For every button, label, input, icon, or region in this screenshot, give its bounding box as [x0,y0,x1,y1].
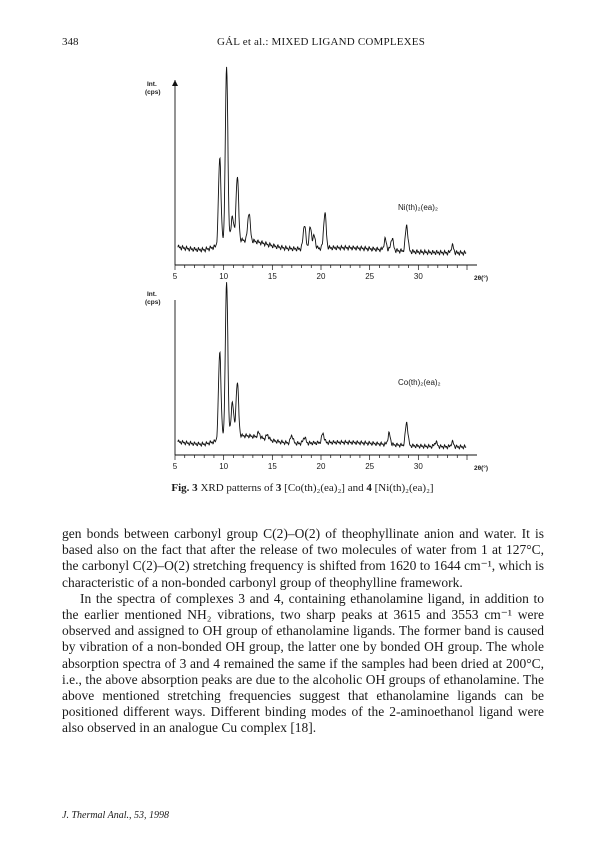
y-axis-label-unit: (cps) [145,89,161,96]
paragraph-2: In the spectra of complexes 3 and 4, containing ethanolamine ligand, in addition to the earlier mentioned NH₂ vibrations, two sharp peaks at 3615 and 3553 cm⁻¹ were observed and assigned to OH group of ethanolamine ligands. The former band is caused by vibration of a non-bonded OH group, the latter one by bonded OH group. The whole absorption spectra of 3 and 4 remained the same if the samples had been dried at 200°C, i.e., the above absorption peaks are due to the alcoholic OH groups of ethanolamine. The above mentioned stretching frequencies suggest that ethanolamine ligands can be positioned different ways. Different binding modes of the 2-aminoethanol ligand were also observed in an analogue Cu complex [18]. [62,590,544,736]
series-label: Ni(th)₂(ea)₂ [398,203,438,212]
x-axis-label: 2θ(°) [473,275,489,282]
x-tick-label: 20 [316,272,326,281]
y-axis-label-unit: (cps) [145,299,161,306]
caption-text: [Co(th)₂(ea)₂] and [281,482,367,494]
x-tick-label: 5 [172,272,178,281]
x-tick-label: 15 [267,272,277,281]
xrd-pattern-line-2 [178,282,466,449]
y-axis-label: Int. [147,81,157,88]
footer-citation: J. Thermal Anal., 53, 1998 [62,810,170,821]
running-title: GÁL et al.: MIXED LIGAND COMPLEXES [217,36,426,48]
x-tick-label: 25 [365,462,375,471]
caption-text: XRD patterns of [197,482,276,494]
figure-caption [0,482,605,494]
series-label: Co(th)₂(ea)₂ [398,378,441,387]
xrd-pattern-line-1 [178,67,466,255]
y-axis-label: Int. [147,291,157,298]
x-tick-label: 25 [365,272,375,281]
y-axis-arrow-icon [172,80,178,86]
paragraph-1: gen bonds between carbonyl group C(2)–O(2) of theophyllinate anion and water. It is based also on the fact that after the release of two molecules of water from 1 at 127°C, the carbonyl C(2)–O(2) stretching frequency is shifted from 1620 to 1644 cm⁻¹, which is characteristic of a non-bonded carbonyl group of theophylline framework. [62,526,544,590]
caption-label: Fig. 3 [171,482,198,494]
caption-compound-3: 3 [275,482,282,494]
body-text [62,526,544,737]
caption-text: [Ni(th)₂(ea)₂] [371,482,434,494]
x-tick-label: 20 [316,462,326,471]
x-tick-label: 15 [267,462,277,471]
page-number: 348 [62,36,79,48]
x-tick-label: 10 [219,272,229,281]
caption-compound-4: 4 [366,482,372,494]
x-tick-label: 10 [219,462,229,471]
x-tick-label: 30 [413,462,423,471]
x-tick-label: 5 [172,462,178,471]
x-axis-label: 2θ(°) [473,465,489,472]
x-tick-label: 30 [413,272,423,281]
